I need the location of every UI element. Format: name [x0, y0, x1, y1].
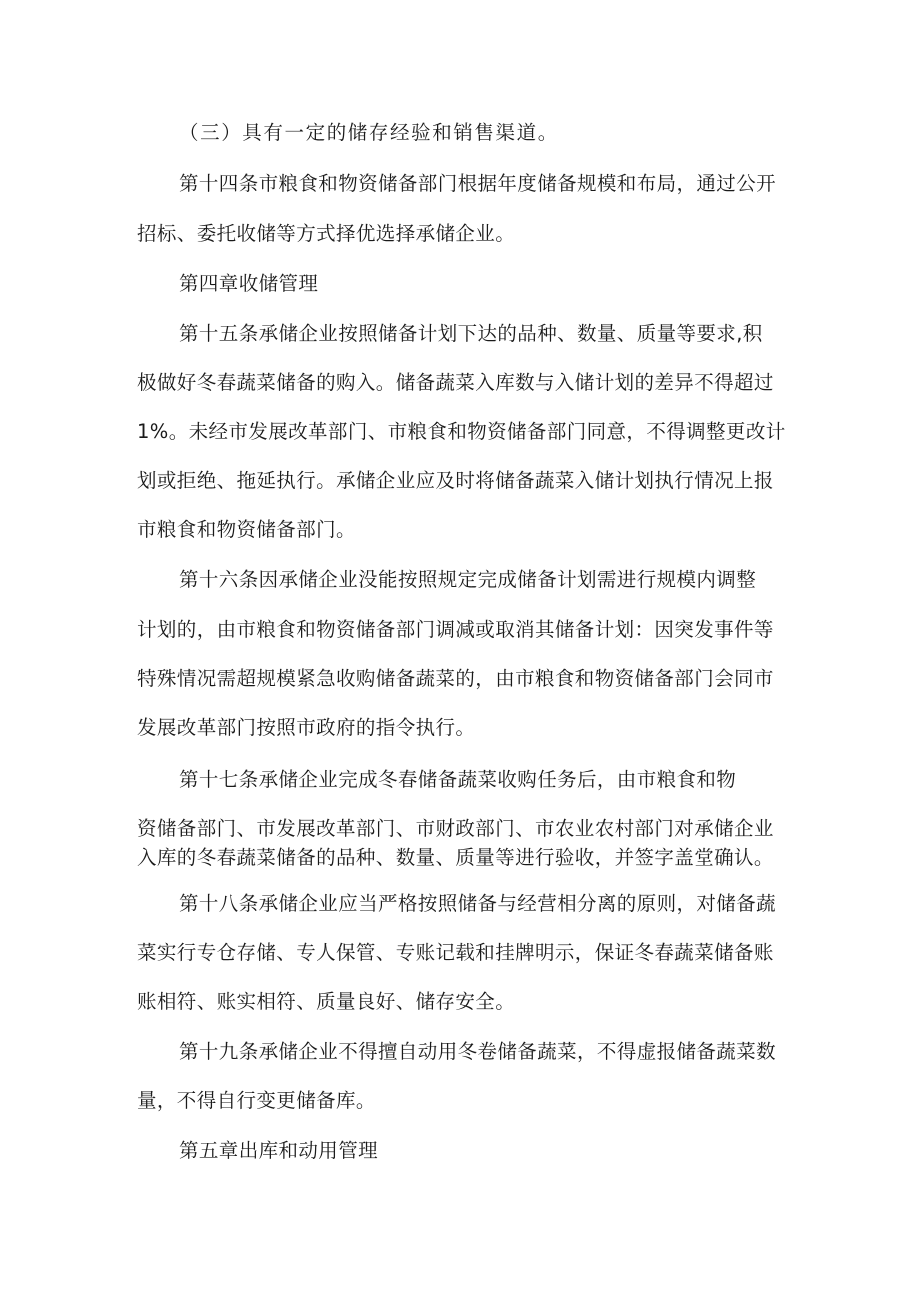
chapter-5-heading: 第五章出库和动用管理 — [179, 1139, 379, 1162]
paragraph-line: 账相符、账实相符、质量良好、储存安全。 — [137, 990, 516, 1013]
paragraph-line: 极做好冬春蔬菜储备的购入。储备蔬菜入库数与入储计划的差异不得超过 — [137, 371, 774, 394]
paragraph-line: （三）具有一定的储存经验和销售渠道。 — [179, 121, 559, 144]
article-17-line: 第十七条承储企业完成冬春储备蔬菜收购任务后，由市粮食和物 — [179, 768, 737, 791]
article-14-line: 第十四条市粮食和物资储备部门根据年度储备规模和布局，通过公开 — [179, 172, 777, 195]
paragraph-line: 特殊情况需超规模紧急收购储备蔬菜的，由市粮食和物资储备部门会同市 — [137, 667, 774, 690]
paragraph-line: 计划的，由市粮食和物资储备部门调减或取消其储备计划：因突发事件等 — [137, 618, 774, 641]
paragraph-line: 量，不得自行变更储备库。 — [137, 1089, 376, 1112]
paragraph-line: 资储备部门、市发展改革部门、市财政部门、市农业农村部门对承储企业 — [137, 817, 774, 840]
article-19-line: 第十九条承储企业不得擅自动用冬卷储备蔬菜，不得虚报储备蔬菜数 — [179, 1040, 777, 1063]
paragraph-line: 菜实行专仓存储、专人保管、专账记载和挂牌明示，保证冬春蔬菜储备账 — [137, 941, 774, 964]
chapter-4-heading: 第四章收储管理 — [179, 272, 319, 295]
paragraph-line: 1%。未经市发展改革部门、市粮食和物资储备部门同意，不得调整更改计 — [137, 420, 786, 443]
paragraph-line: 划或拒绝、拖延执行。承储企业应及时将储备蔬菜入储计划执行情况上报 — [137, 469, 774, 492]
paragraph-line: 入库的冬春蔬菜储备的品种、数量、质量等进行验收，并签字盖堂确认。 — [137, 846, 774, 869]
article-18-line: 第十八条承储企业应当严格按照储备与经营相分离的原则，对储备蔬 — [179, 892, 777, 915]
paragraph-line: 市粮食和物资储备部门。 — [137, 518, 356, 541]
paragraph-line: 发展改革部门按照市政府的指令执行。 — [137, 716, 476, 739]
article-15-line: 第十五条承储企业按照储备计划下达的品种、数量、质量等要求,积 — [179, 322, 763, 345]
article-16-line: 第十六条因承储企业没能按照规定完成储备计划需进行规模内调整 — [179, 568, 757, 591]
paragraph-line: 招标、委托收储等方式择优选择承储企业。 — [137, 222, 516, 245]
